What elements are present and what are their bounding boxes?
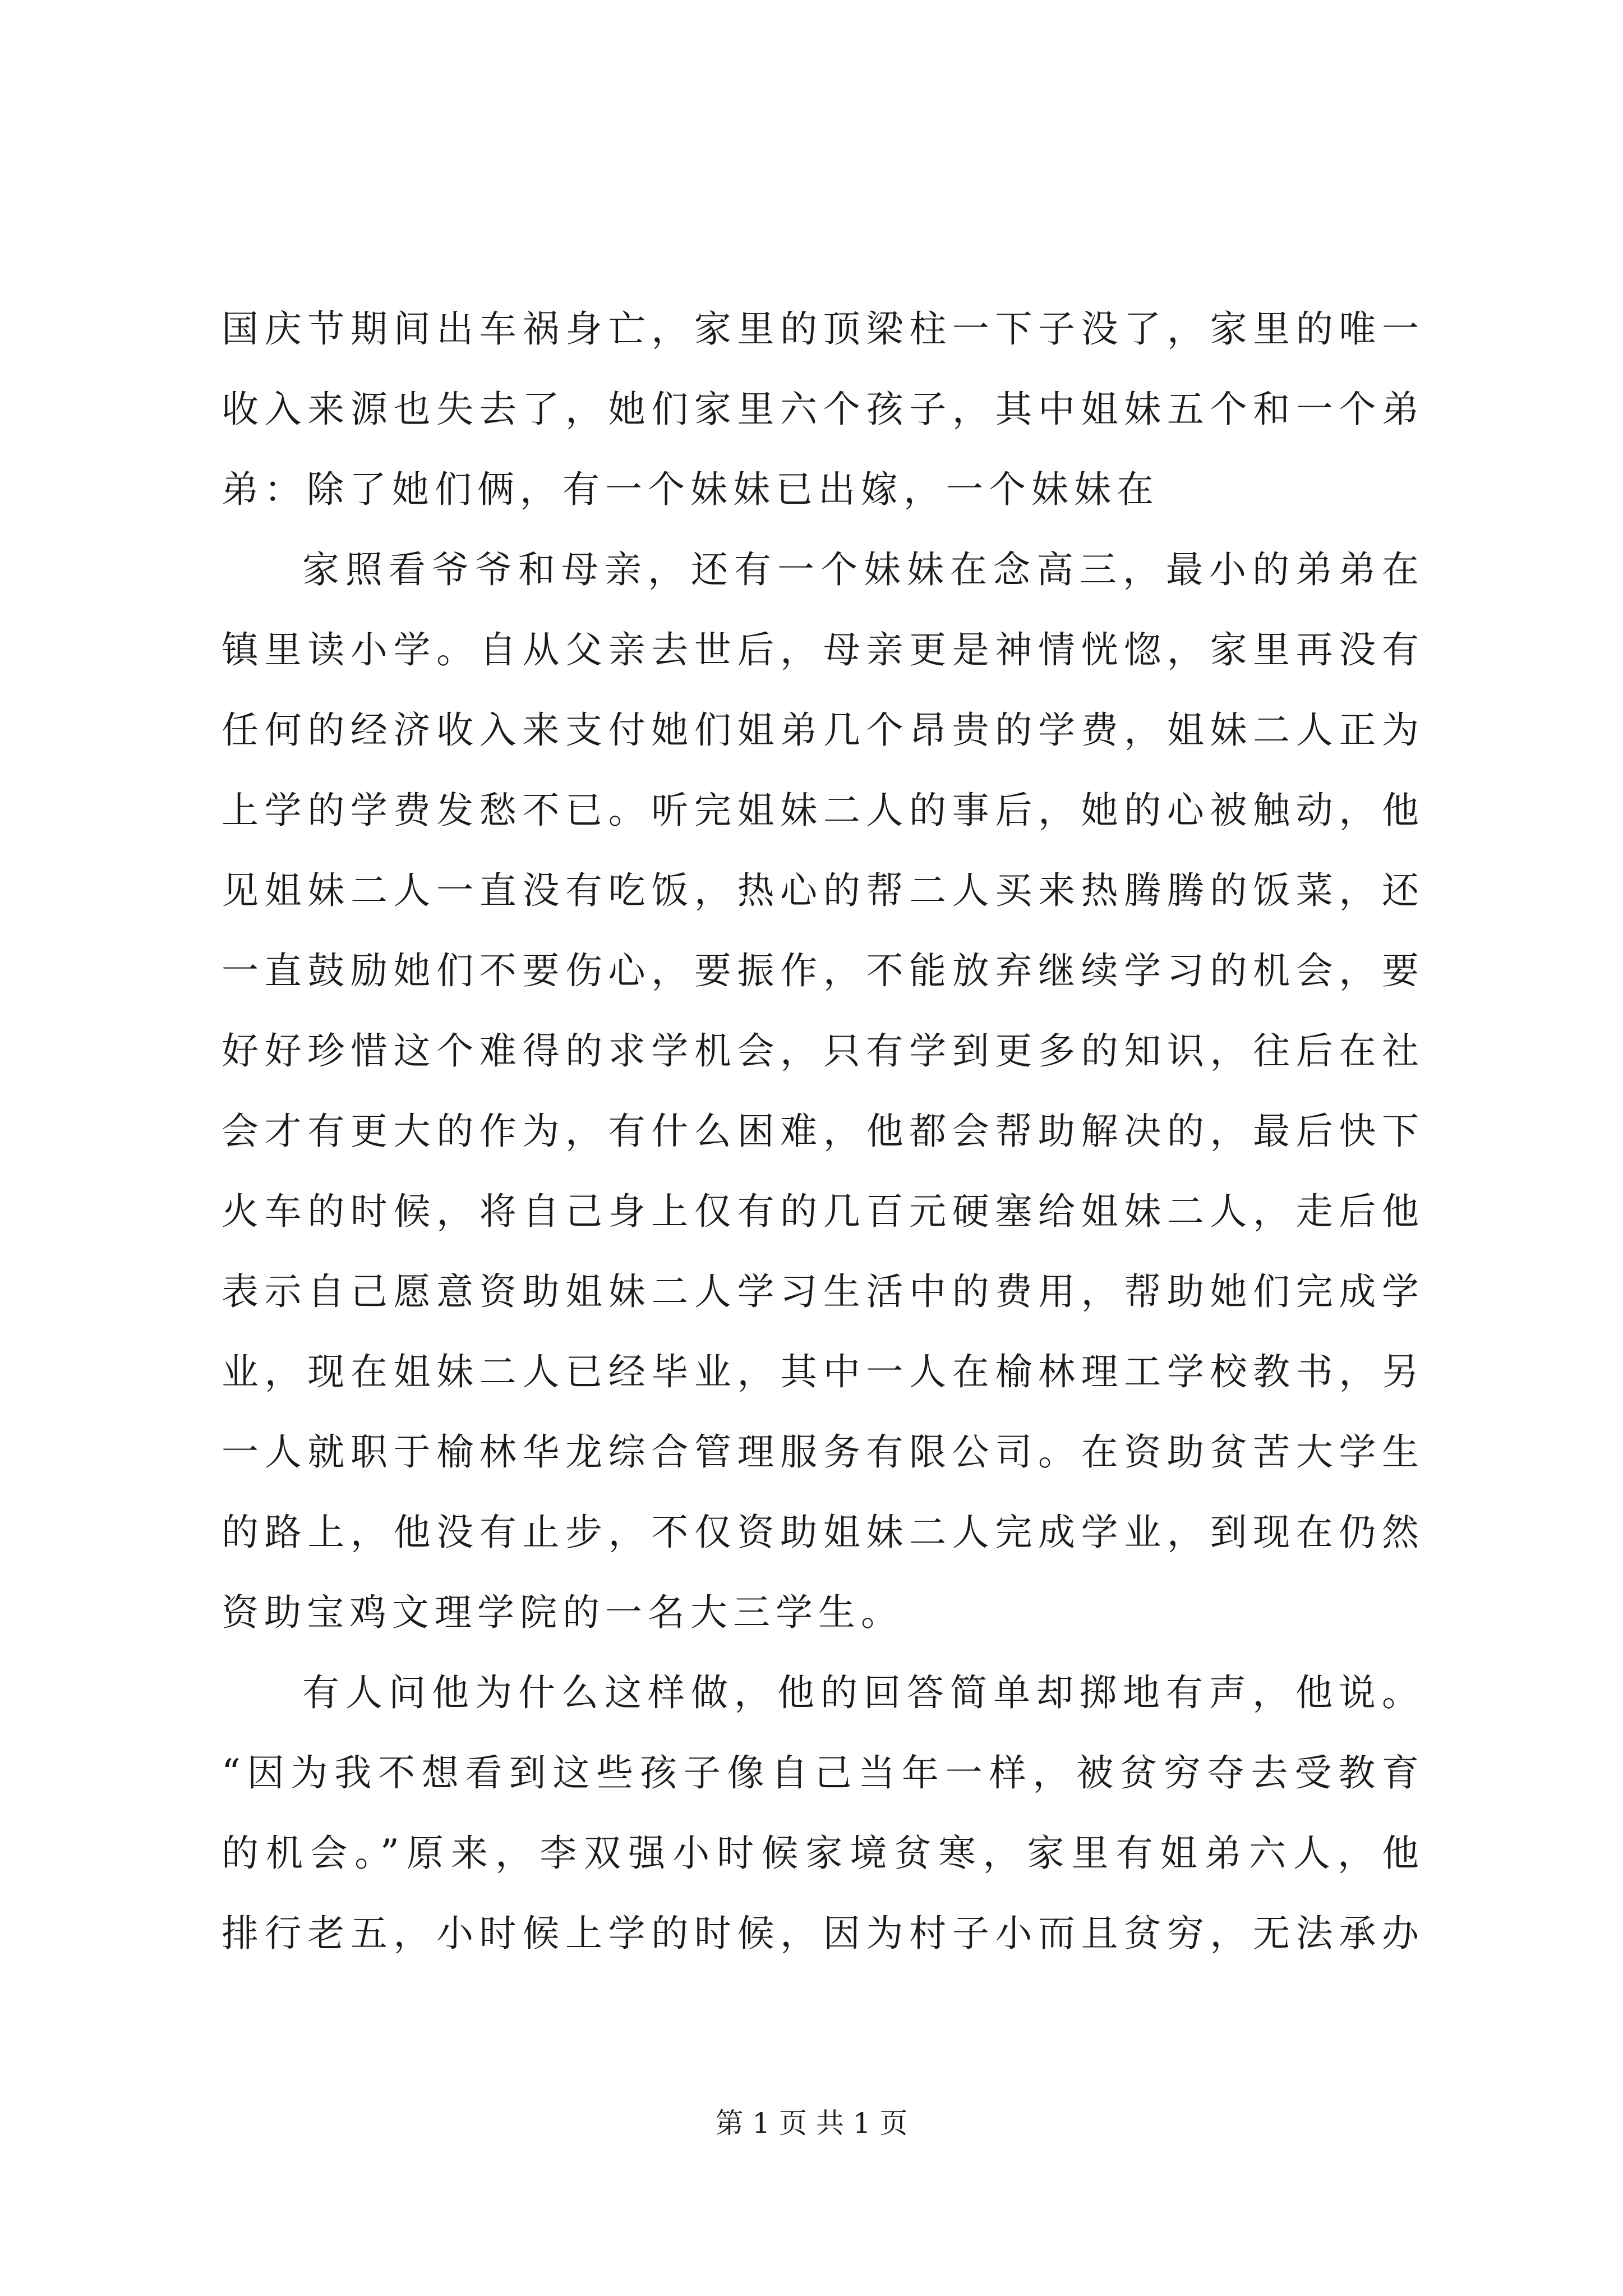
text-line: 见姐妹二人一直没有吃饭，热心的帮二人买来热腾腾的饭菜，还 bbox=[222, 869, 1419, 912]
text-line: 任何的经济收入来支付她们姐弟几个昂贵的学费，姐妹二人正为 bbox=[222, 708, 1419, 752]
text-line: 收入来源也失去了，她们家里六个孩子，其中姐妹五个和一个弟 bbox=[222, 388, 1419, 431]
text-line: 好好珍惜这个难得的求学机会，只有学到更多的知识，往后在社 bbox=[222, 1029, 1419, 1073]
page-footer: 第 1 页 共 1 页 bbox=[715, 2107, 908, 2139]
text-line: 镇里读小学。自从父亲去世后，母亲更是神情恍惚，家里再没有 bbox=[222, 628, 1419, 671]
text-line: 火车的时候，将自己身上仅有的几百元硬塞给姐妹二人，走后他 bbox=[222, 1190, 1419, 1233]
text-line: 的机会。”原来，李双强小时候家境贫寒，家里有姐弟六人，他 bbox=[222, 1832, 1419, 1875]
text-line: 一人就职于榆林华龙综合管理服务有限公司。在资助贫苦大学生 bbox=[222, 1430, 1419, 1474]
text-line: 的路上，他没有止步，不仅资助姐妹二人完成学业，到现在仍然 bbox=[222, 1511, 1419, 1554]
text-line: 国庆节期间出车祸身亡，家里的顶梁柱一下子没了，家里的唯一 bbox=[222, 307, 1419, 351]
text-line: 业，现在姐妹二人已经毕业，其中一人在榆林理工学校教书，另 bbox=[222, 1350, 1419, 1393]
document-body bbox=[222, 289, 1419, 1973]
text-line: 一直鼓励她们不要伤心，要振作，不能放弃继续学习的机会，要 bbox=[222, 949, 1419, 992]
paragraph-first-line: 有人问他为什么这样做，他的回答简单却掷地有声，他说。 bbox=[302, 1671, 1419, 1714]
text-line: 资助宝鸡文理学院的一名大三学生。 bbox=[222, 1591, 903, 1634]
text-line: 会才有更大的作为，有什么困难，他都会帮助解决的，最后快下 bbox=[222, 1110, 1419, 1153]
text-line: 上学的学费发愁不已。听完姐妹二人的事后，她的心被触动，他 bbox=[222, 789, 1419, 832]
text-line: 排行老五，小时候上学的时候，因为村子小而且贫穷，无法承办 bbox=[222, 1912, 1419, 1955]
text-line: 表示自己愿意资助姐妹二人学习生活中的费用，帮助她们完成学 bbox=[222, 1270, 1419, 1313]
text-line: 弟：除了她们俩，有一个妹妹已出嫁，一个妹妹在 bbox=[222, 468, 1159, 511]
text-line: “因为我不想看到这些孩子像自己当年一样，被贫穷夺去受教育 bbox=[222, 1751, 1419, 1795]
paragraph-first-line: 家照看爷爷和母亲，还有一个妹妹在念高三，最小的弟弟在 bbox=[302, 548, 1419, 591]
